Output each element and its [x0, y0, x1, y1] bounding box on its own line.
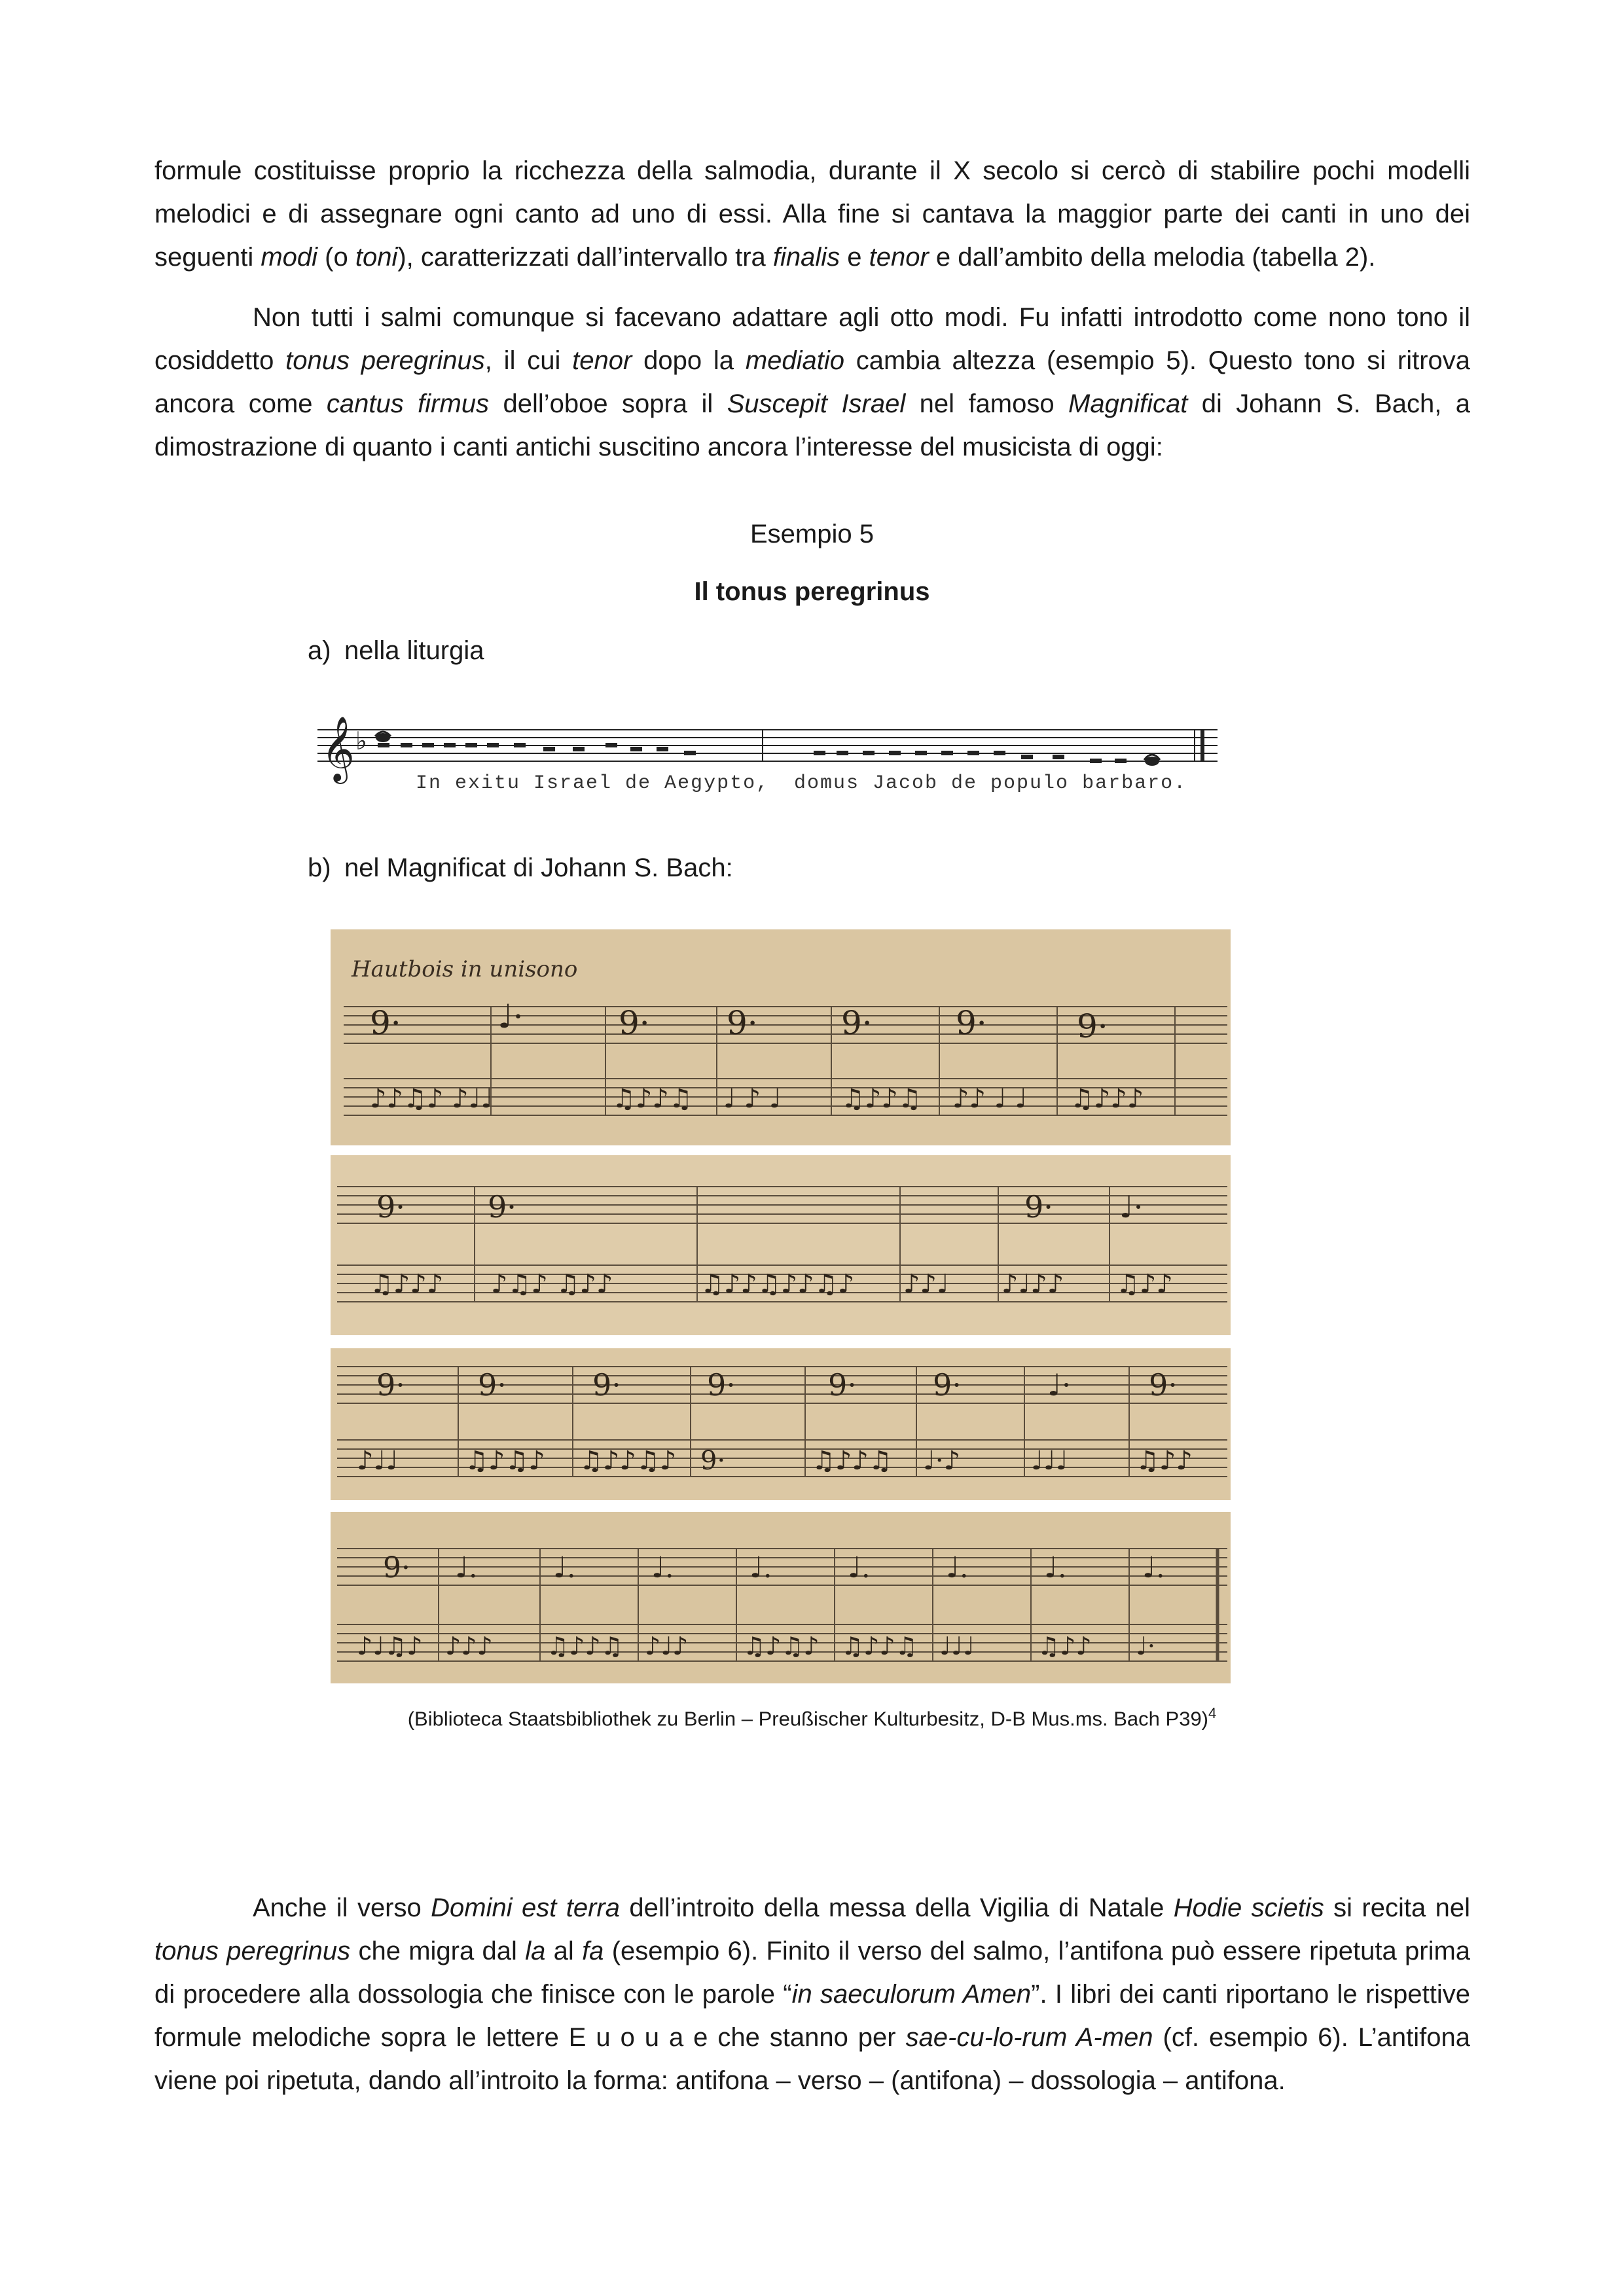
svg-text:♩·: ♩·	[497, 997, 524, 1035]
text-run: nel famoso	[905, 389, 1069, 418]
chant-text-second: domus Jacob de populo barbaro.	[794, 772, 1187, 795]
italic-term: tenor	[572, 346, 632, 375]
manuscript-strip-2	[331, 1155, 1231, 1335]
paragraph-modi	[154, 149, 1470, 279]
caption-text: (Biblioteca Staatsbibliothek zu Berlin – Preußischer Kulturbesitz, D-B Mus.ms. Bach P39)	[407, 1707, 1209, 1731]
svg-text:9·: 9·	[376, 1367, 405, 1403]
svg-text:9·: 9·	[727, 1004, 758, 1042]
text-run: e	[840, 243, 869, 272]
svg-text:9·: 9·	[841, 1004, 873, 1042]
svg-text:9·: 9·	[1149, 1367, 1178, 1403]
text-run: dell’oboe sopra il	[489, 389, 727, 418]
italic-term: mediatio	[745, 346, 845, 375]
svg-text:♩.: ♩.	[455, 1551, 478, 1585]
svg-text:♩♩♩: ♩♩♩	[1031, 1446, 1068, 1476]
svg-text:♫♪♪♫♪♪♫♪: ♫♪♪♫♪♪♫♪	[700, 1269, 855, 1299]
svg-text:♩.: ♩.	[651, 1551, 674, 1585]
italic-term: cantus firmus	[326, 389, 490, 418]
example-label-b	[308, 850, 733, 886]
svg-text:♩·: ♩·	[1136, 1632, 1156, 1660]
svg-text:9·: 9·	[370, 1004, 401, 1042]
italic-term: in saeculorum Amen	[791, 1980, 1032, 2009]
svg-text:♪♪♪: ♪♪♪	[445, 1632, 493, 1660]
svg-text:♫♪♪: ♫♪♪	[1136, 1446, 1193, 1476]
svg-text:♫♪♫♪: ♫♪♫♪	[465, 1446, 545, 1476]
italic-term: Suscepit Israel	[727, 389, 906, 418]
example-title: Il tonus peregrinus	[694, 577, 930, 606]
text-run: che migra dal	[350, 1937, 526, 1965]
text-run: al	[545, 1937, 583, 1965]
svg-text:♫♪♪♫♪: ♫♪♪♫♪	[579, 1446, 677, 1476]
label-a-text: nella liturgia	[344, 636, 484, 665]
svg-text:♪♫♪ ♫♪♪: ♪♫♪ ♫♪♪	[491, 1269, 613, 1299]
text-run: di Johann S. Bach, a dimostrazione di quanto i canti antichi suscitino ancora l’interesse del musicista di oggi:	[154, 389, 1471, 461]
svg-text:♩.: ♩.	[553, 1551, 576, 1585]
svg-text:♫♪♪: ♫♪♪	[1038, 1632, 1092, 1660]
svg-text:9·: 9·	[376, 1189, 405, 1225]
example-label-a	[308, 632, 484, 669]
svg-text:♩.: ♩.	[1142, 1551, 1165, 1585]
svg-text:9·: 9·	[592, 1367, 621, 1403]
manuscript-strip-3	[331, 1348, 1231, 1500]
svg-text:9·: 9·	[700, 1446, 726, 1476]
footnote-mark: 4	[1208, 1705, 1217, 1721]
svg-text:♫♪♪: ♫♪♪	[1116, 1269, 1173, 1299]
text-run: formule costituisse proprio la ricchezza della salmodia, durante il X secolo si cercò di stabilire pochi modelli melodici e di assegnare ogni canto ad uno di essi. Alla fine si cantava la maggior parte dei canti in uno dei seguenti	[154, 156, 1470, 272]
italic-term: finalis	[772, 243, 840, 272]
chant-text-first: In exitu Israel de Aegypto,	[416, 772, 770, 795]
italic-term: Hodie scietis	[1173, 1893, 1324, 1922]
example-heading: Esempio 5	[750, 520, 874, 548]
text-run: dell’introito della messa della Vigilia di Natale	[619, 1893, 1174, 1922]
text-run: (esempio 6). Finito il verso del salmo, l’antifona può essere ripetuta prima di procedere alla dossologia che finisce con le parole “	[154, 1937, 1471, 2009]
manuscript-image-4	[331, 1512, 1231, 1683]
svg-text:♫♪♪♪: ♫♪♪♪	[370, 1269, 444, 1299]
treble-clef-icon: 𝄞	[321, 716, 355, 781]
svg-text:♩.: ♩.	[946, 1551, 969, 1585]
text-run: ”. I libri dei canti riportano le rispettive formule melodiche sopra le lettere E u o u a e che stanno per	[154, 1980, 1471, 2052]
svg-text:♫♪♪♫: ♫♪♪♫	[812, 1446, 892, 1476]
italic-term: tenor	[869, 243, 929, 272]
svg-text:♫♪♫♪: ♫♪♫♪	[743, 1632, 820, 1660]
svg-text:9·: 9·	[488, 1189, 516, 1225]
manuscript-image-2	[331, 1155, 1231, 1335]
svg-text:♪♩♪: ♪♩♪	[645, 1632, 689, 1660]
text-run: Non tutti i salmi comunque si facevano adattare agli otto modi. Fu infatti introdotto come nono tono il cosiddetto	[154, 303, 1470, 375]
text-run: Anche il verso	[253, 1893, 431, 1922]
svg-text:♪♩♩: ♪♩♩	[357, 1446, 399, 1476]
label-a-letter: a)	[308, 636, 331, 665]
manuscript-image-3	[331, 1348, 1231, 1500]
svg-text:9·: 9·	[383, 1551, 410, 1585]
label-b-text: nel Magnificat di Johann S. Bach:	[344, 853, 733, 882]
text-run: (o	[317, 243, 355, 272]
italic-term: toni	[355, 243, 398, 272]
svg-text:9·: 9·	[1024, 1189, 1053, 1225]
svg-text:♪♪ ♩ ♩: ♪♪ ♩ ♩	[952, 1084, 1028, 1114]
manuscript-label: Hautbois in unisono	[352, 956, 578, 982]
svg-text:♫♪♪♫: ♫♪♪♫	[547, 1632, 623, 1660]
text-run: , il cui	[484, 346, 573, 375]
svg-text:♩.: ♩.	[848, 1551, 871, 1585]
svg-text:9·: 9·	[956, 1004, 987, 1042]
svg-text:9·: 9·	[933, 1367, 962, 1403]
svg-text:♫♪♪♫: ♫♪♪♫	[841, 1632, 918, 1660]
svg-text:♩·: ♩·	[1047, 1367, 1072, 1403]
text-run: ), caratterizzati dall’intervallo tra	[397, 243, 773, 272]
svg-text:♪♩♪♪: ♪♩♪♪	[1001, 1269, 1064, 1299]
italic-term: Magnificat	[1068, 389, 1188, 418]
flat-icon: ♭	[355, 726, 367, 755]
manuscript-image-1	[331, 929, 1231, 1145]
svg-text:9·: 9·	[1077, 1007, 1108, 1045]
chant-notation	[317, 710, 1231, 808]
italic-term: Domini est terra	[431, 1893, 620, 1922]
manuscript-strip-1	[331, 929, 1231, 1145]
svg-text:♫♪♪♫: ♫♪♪♫	[612, 1084, 693, 1114]
italic-term: modi	[261, 243, 318, 272]
italic-term: tonus peregrinus	[285, 346, 485, 375]
svg-text:♩·♪: ♩·♪	[923, 1446, 961, 1476]
svg-text:♩.: ♩.	[749, 1551, 772, 1585]
svg-text:9·: 9·	[619, 1004, 650, 1042]
svg-text:♩.: ♩.	[1044, 1551, 1067, 1585]
italic-term: sae-cu-lo-rum A-men	[905, 2023, 1153, 2052]
svg-text:♩ ♪ ♩: ♩ ♪ ♩	[723, 1084, 782, 1114]
svg-text:♪♪♫♪ ♪♩♩: ♪♪♫♪ ♪♩♩	[370, 1084, 494, 1114]
svg-text:9·: 9·	[478, 1367, 507, 1403]
paragraph-tonus-peregrinus	[154, 296, 1470, 469]
text-run: dopo la	[632, 346, 746, 375]
text-run: e dall’ambito della melodia (tabella 2).	[928, 243, 1376, 272]
italic-term: tonus peregrinus	[154, 1937, 351, 1965]
svg-text:♫♪♪♪: ♫♪♪♪	[1070, 1084, 1144, 1114]
text-run: (cf. esempio 6). L’antifona viene poi ripetuta, dando all’introito la forma: antifona – verso – (antifona) – dossologia – antifona.	[154, 2023, 1471, 2095]
text-run: cambia altezza (esempio 5). Questo tono si ritrova ancora come	[154, 346, 1470, 418]
italic-term: fa	[582, 1937, 604, 1965]
svg-text:9·: 9·	[828, 1367, 857, 1403]
svg-text:♩♩♩: ♩♩♩	[939, 1632, 975, 1660]
svg-text:♩·: ♩·	[1119, 1189, 1144, 1225]
svg-text:♪♩♫♪: ♪♩♫♪	[357, 1632, 423, 1660]
svg-text:♫♪♪♫: ♫♪♪♫	[841, 1084, 922, 1114]
label-b-letter: b)	[308, 853, 331, 882]
text-run: si recita nel	[1324, 1893, 1470, 1922]
italic-term: la	[525, 1937, 546, 1965]
svg-text:9·: 9·	[707, 1367, 736, 1403]
manuscript-strip-4	[331, 1512, 1231, 1683]
paragraph-domini-est-terra	[154, 1886, 1470, 2102]
svg-text:♪♪♩: ♪♪♩	[903, 1269, 949, 1299]
figure-caption	[0, 1699, 1624, 1733]
